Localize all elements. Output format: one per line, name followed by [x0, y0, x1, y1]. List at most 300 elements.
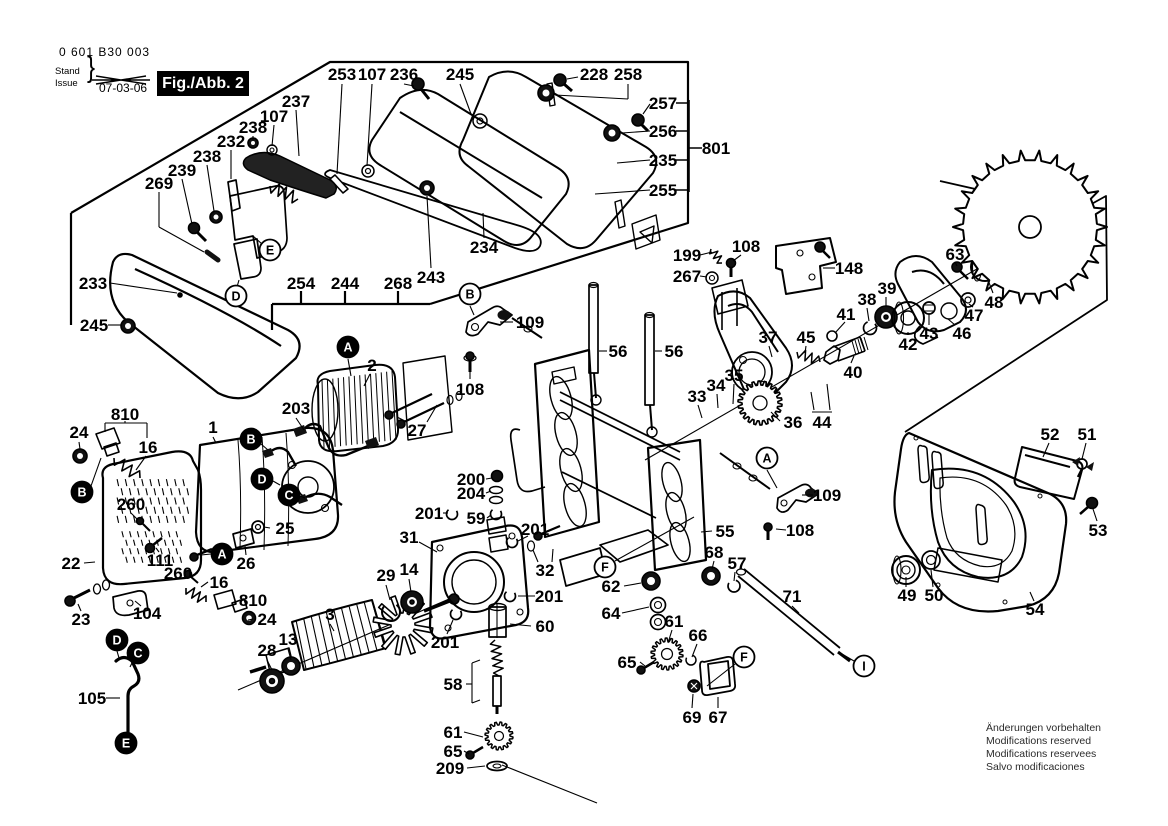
roller-49-core [902, 566, 910, 574]
leader-line [707, 664, 735, 686]
assembly-point-A [757, 448, 778, 469]
frame-slot5 [658, 460, 686, 503]
leader-line [272, 125, 274, 146]
leader-line [296, 110, 299, 156]
part-label-107: 107 [259, 107, 289, 126]
assembly-point-letter: E [121, 736, 131, 751]
notice-line-es: Salvo modificaciones [986, 761, 1085, 773]
leader-line [182, 179, 192, 224]
part-label-57: 57 [727, 554, 747, 573]
washer-267 [706, 272, 718, 284]
part-label-209: 209 [435, 759, 465, 778]
leader-line [79, 442, 80, 449]
assembly-point-D [252, 469, 273, 490]
leader-line [776, 529, 786, 530]
leader-line [273, 481, 280, 485]
roller-49-mid [897, 561, 915, 579]
leader-line [567, 77, 578, 79]
part-label-201: 201 [430, 633, 460, 652]
leader-line [464, 732, 483, 737]
leader-line [117, 651, 119, 658]
screw-108c-head [764, 523, 772, 531]
leader-line [624, 583, 641, 586]
washer-267-hole [710, 276, 715, 281]
stator-windings [322, 371, 396, 448]
assembly-point-letter: C [284, 488, 294, 503]
part-label-228: 228 [579, 65, 609, 84]
screw-23-head [65, 596, 75, 606]
leader-line [419, 542, 437, 552]
figure-badge: Fig./Abb. 2 [157, 71, 249, 96]
bushing-68-hole [707, 572, 715, 580]
assembly-point-C [128, 643, 149, 664]
nut-43 [923, 302, 935, 314]
leader-line [470, 306, 474, 315]
part-number-labels [62, 65, 1108, 778]
part-label-64: 64 [601, 604, 621, 623]
notice-line-de: Änderungen vorbehalten [986, 722, 1102, 734]
part-label-16: 16 [138, 438, 158, 457]
leader-line [692, 644, 697, 657]
part-label-65: 65 [617, 653, 637, 672]
leader-line [447, 620, 453, 634]
assembly-point-letter: B [246, 432, 256, 447]
rod-71-tip [838, 652, 850, 661]
screw-27b-shaft [404, 403, 444, 422]
screw-108a-head [466, 352, 474, 360]
part-label-36: 36 [783, 413, 803, 432]
part-label-105: 105 [77, 689, 107, 708]
assembly-point-letter: I [862, 659, 866, 674]
nut-64a [651, 598, 666, 613]
assembly-point-letter: B [77, 485, 87, 500]
part-label-41: 41 [836, 305, 856, 324]
assembly-point-letter: F [740, 650, 748, 665]
part-label-255: 255 [648, 181, 678, 200]
part-label-235: 235 [648, 151, 678, 170]
clip-66 [686, 655, 696, 665]
part-label-35: 35 [724, 366, 744, 385]
part-label-56: 56 [664, 342, 684, 361]
nut-25-hole [256, 525, 261, 530]
stand-label: Stand [55, 66, 80, 77]
part-label-51: 51 [1077, 425, 1097, 444]
leader-line [555, 95, 628, 99]
assembly-point-letter: A [217, 547, 227, 562]
part-label-201: 201 [414, 504, 444, 523]
spring-16b [186, 588, 206, 602]
part-label-201: 201 [534, 587, 564, 606]
assembly-point-B [241, 429, 262, 450]
gh-bolt2 [509, 533, 515, 539]
revision-date: 07-03-06 [99, 81, 148, 95]
rod-56a-stud [594, 373, 596, 398]
leader-line [867, 308, 869, 321]
leader-line [467, 766, 485, 768]
part-label-61: 61 [664, 612, 684, 631]
part-label-810: 810 [110, 405, 140, 424]
part-label-25: 25 [275, 519, 295, 538]
housing-hole2 [1038, 494, 1042, 498]
part-label-45: 45 [796, 328, 816, 347]
part-label-109: 109 [515, 313, 545, 332]
revision-brace: } [87, 51, 96, 84]
part-label-49: 49 [897, 586, 917, 605]
part-label-201: 201 [520, 520, 550, 539]
part-label-65: 65 [443, 742, 463, 761]
part-label-239: 239 [167, 161, 197, 180]
part-label-60: 60 [535, 617, 555, 636]
part-label-108: 108 [731, 237, 761, 256]
washer-107a-hole [366, 169, 371, 174]
part-label-3: 3 [325, 605, 335, 624]
part-label-24: 24 [257, 610, 277, 629]
guard-pivot-dot [178, 293, 182, 297]
part-label-245: 245 [445, 65, 475, 84]
washer-32 [528, 541, 535, 551]
screw-260a-shaft [142, 523, 150, 531]
leader-line [692, 694, 693, 708]
leader-line [617, 160, 650, 163]
bearing-39-core [884, 315, 888, 319]
part-label-34: 34 [706, 376, 726, 395]
assembly-point-D [226, 286, 247, 307]
part-label-66: 66 [688, 626, 708, 645]
assembly-point-letter: D [257, 472, 267, 487]
plate-67 [700, 657, 735, 695]
clip-57 [728, 580, 740, 592]
part-label-23: 23 [71, 610, 91, 629]
part-label-108: 108 [785, 521, 815, 540]
screw-53-shaft [1080, 507, 1088, 514]
assembly-point-letter: A [343, 340, 353, 355]
part-label-58: 58 [443, 675, 463, 694]
bracket-801 [676, 100, 702, 192]
leader-line [767, 470, 777, 488]
shaft-58-spring [490, 640, 503, 676]
part-label-62: 62 [601, 577, 621, 596]
assembly-point-letter: A [762, 451, 772, 466]
frame-rails [560, 392, 680, 518]
nut-50 [922, 551, 940, 569]
grommet-24a-hole [77, 453, 83, 459]
part-label-71: 71 [782, 587, 802, 606]
leader-line [827, 384, 830, 410]
bracket-109b-hole [781, 500, 787, 506]
frame-55-left-panel [535, 350, 599, 537]
leader-line [698, 405, 702, 418]
part-label-31: 31 [399, 528, 419, 547]
screw-239-shaft [197, 232, 206, 241]
part-label-46: 46 [952, 324, 972, 343]
bearing-13-hole [287, 662, 295, 670]
plate-guard-right-235 [459, 72, 656, 249]
part-label-26: 26 [236, 554, 256, 573]
part-label-267: 267 [672, 267, 702, 286]
leader-line [201, 554, 211, 555]
part-label-22: 22 [61, 554, 81, 573]
clip-201d [451, 609, 462, 620]
part-label-40: 40 [843, 363, 863, 382]
rod-71 [738, 569, 840, 655]
screw-228-shaft [564, 84, 572, 91]
part-label-54: 54 [1025, 600, 1045, 619]
part-label-63: 63 [945, 245, 965, 264]
part-label-269: 269 [144, 174, 174, 193]
part-label-232: 232 [216, 132, 246, 151]
leader-line [486, 478, 492, 479]
part-label-28: 28 [257, 641, 277, 660]
part-label-33: 33 [687, 387, 707, 406]
pivot-barrels [487, 517, 508, 552]
rod-56b [645, 315, 654, 405]
gear-61a [485, 722, 513, 750]
washer-238b-hole [214, 215, 219, 220]
construction-line-bottom [502, 765, 597, 803]
leader-line [483, 213, 484, 238]
bracket-109a-roll [498, 310, 511, 320]
leader-line [337, 84, 342, 174]
gh-bolt3 [517, 609, 523, 615]
leader-line [1082, 443, 1086, 459]
part-label-104: 104 [132, 604, 162, 623]
issue-label: Issue [55, 78, 78, 89]
assembly-point-D [107, 630, 128, 651]
leader-line [386, 585, 390, 600]
leader-line [1043, 443, 1049, 457]
nut-64b-hole [655, 619, 662, 626]
bracket-148 [776, 238, 836, 294]
washer-238a-hole [251, 141, 255, 145]
washer-204b [490, 497, 503, 504]
clip-201c [505, 591, 516, 602]
bearing-14-core [410, 600, 414, 604]
armature-core-3 [292, 600, 386, 670]
part-label-59: 59 [466, 509, 486, 528]
wire-105 [116, 658, 139, 733]
assembly-point-F [734, 647, 755, 668]
nut-243-hole [424, 185, 430, 191]
assembly-point-I [854, 656, 875, 677]
leader-line [734, 572, 735, 581]
part-label-108: 108 [455, 380, 485, 399]
part-label-47: 47 [964, 306, 984, 325]
part-label-236: 236 [389, 65, 419, 84]
leader-line [769, 346, 772, 357]
leader-line [201, 582, 208, 587]
part-label-148: 148 [834, 259, 864, 278]
spring-199 [710, 249, 722, 263]
part-label-16: 16 [209, 573, 229, 592]
part-label-260: 260 [116, 495, 146, 514]
assembly-point-E [116, 733, 137, 754]
leader-line [84, 562, 95, 563]
washer-107a [362, 165, 374, 177]
leader-line [622, 131, 650, 133]
gear-61b [651, 638, 683, 670]
part-label-233: 233 [78, 274, 108, 293]
armature-shaft-right [424, 600, 452, 611]
notice-line-fr: Modifications reservees [986, 748, 1097, 760]
frame-slot2 [551, 410, 582, 458]
frame-slot4 [560, 481, 591, 529]
part-label-200: 200 [456, 470, 486, 489]
gear-36 [738, 381, 782, 425]
washer-23a [94, 584, 101, 594]
gh-bolt1 [437, 545, 443, 551]
screw-65b-shaft [644, 662, 654, 668]
rail-234 [325, 170, 541, 251]
part-label-2: 2 [367, 356, 377, 375]
part-label-27: 27 [407, 421, 427, 440]
leader-line [595, 190, 650, 194]
part-label-238: 238 [238, 118, 268, 137]
leader-line [472, 700, 480, 703]
part-label-56: 56 [608, 342, 628, 361]
arm-237 [243, 152, 336, 198]
washer-258-hole [543, 90, 550, 97]
screw-53-head [1087, 498, 1098, 509]
bearing-28-core [270, 679, 275, 684]
washer-23b [103, 580, 110, 590]
part-label-29: 29 [376, 566, 396, 585]
assembly-point-letter: E [265, 243, 275, 258]
washer-256-hole [609, 130, 616, 137]
assembly-point-B [72, 482, 93, 503]
assembly-point-letter: B [465, 287, 475, 302]
part-label-43: 43 [919, 324, 939, 343]
nut-43-flats [924, 305, 934, 311]
part-label-37: 37 [758, 328, 778, 347]
leader-line [427, 196, 431, 268]
leader-line [409, 579, 411, 592]
frame-top-slot [552, 367, 576, 384]
brush-holder-810a [96, 428, 120, 456]
plate-52 [1015, 447, 1083, 499]
gear-housing-bore2 [452, 560, 496, 604]
part-label-24: 24 [69, 423, 89, 442]
part-label-111: 111 [146, 551, 174, 570]
part-label-238: 238 [192, 147, 222, 166]
part-label-257: 257 [648, 94, 678, 113]
assembly-point-letter: D [231, 289, 241, 304]
assembly-point-letter: F [601, 560, 609, 575]
washer-245b-hole [125, 323, 131, 329]
plate-detail-slots [547, 83, 660, 249]
armature-shaft-left [250, 667, 266, 672]
arm-46-boss [941, 303, 957, 319]
leader-line [811, 392, 814, 410]
part-label-44: 44 [812, 413, 832, 432]
bracket-148-hole1 [797, 250, 803, 256]
part-label-13: 13 [278, 630, 298, 649]
part-label-260: 260 [163, 564, 193, 583]
part-label-199: 199 [672, 246, 702, 265]
assembly-point-A [212, 544, 233, 565]
part-label-52: 52 [1040, 425, 1060, 444]
part-label-55: 55 [715, 522, 735, 541]
assembly-point-A [338, 337, 359, 358]
part-label-107: 107 [357, 65, 387, 84]
frame-slot3 [556, 446, 587, 494]
part-label-53: 53 [1088, 521, 1108, 540]
part-label-245: 245 [79, 316, 109, 335]
assembly-point-C [279, 485, 300, 506]
washer-107b-hole [270, 148, 274, 152]
part-label-256: 256 [648, 122, 678, 141]
bracket-148-hole2 [809, 274, 815, 280]
part-label-268: 268 [383, 274, 413, 293]
leader-line [91, 458, 101, 486]
part-label-109: 109 [812, 486, 842, 505]
part-label-67: 67 [708, 708, 728, 727]
shaft-58-rod [493, 676, 501, 706]
part-label-42: 42 [898, 335, 918, 354]
leader-line [1093, 509, 1097, 521]
wire-B [270, 448, 296, 466]
part-label-234: 234 [469, 238, 499, 257]
assembly-point-letter: D [112, 633, 122, 648]
assembly-point-F [595, 557, 616, 578]
part-label-32: 32 [535, 561, 555, 580]
part-label-810: 810 [238, 591, 268, 610]
screw-23-shaft [74, 590, 90, 598]
part-label-244: 244 [330, 274, 360, 293]
washer-209-hole [493, 764, 501, 768]
part-label-39: 39 [877, 279, 897, 298]
part-label-204: 204 [456, 484, 486, 503]
assembly-point-B [460, 284, 481, 305]
housing-hole3 [1003, 600, 1007, 604]
document-number: 0 601 B30 003 [59, 45, 151, 59]
screw-257-shaft [641, 124, 648, 131]
washer-62-hole [647, 577, 655, 585]
housing-54-channel [931, 469, 1026, 578]
part-label-48: 48 [984, 293, 1004, 312]
square-nut-26 [233, 529, 254, 548]
washer-47-hole [965, 297, 971, 303]
nut-64a-hole [655, 602, 662, 609]
pin-269 [207, 252, 218, 260]
washer-204a [490, 487, 503, 494]
part-label-68: 68 [704, 543, 724, 562]
screw-65a-shaft [473, 747, 483, 753]
motor-housing-1 [196, 428, 338, 552]
rod-56b-stud [650, 405, 652, 430]
part-label-801: 801 [701, 139, 731, 158]
part-label-38: 38 [857, 290, 877, 309]
modifications-notice [986, 722, 1101, 774]
leader-line [851, 356, 854, 363]
nut-50-hole [927, 556, 936, 565]
part-label-203: 203 [281, 399, 311, 418]
part-label-50: 50 [924, 586, 944, 605]
leader-line [717, 394, 718, 408]
leader-line [701, 531, 712, 532]
part-label-253: 253 [327, 65, 357, 84]
housing-54-slots [918, 446, 987, 545]
screw-148-shaft [823, 251, 830, 258]
part-label-61: 61 [443, 723, 463, 742]
screw-27a-shaft [392, 394, 432, 413]
clip-201a [447, 509, 458, 520]
screw-148-head [815, 242, 825, 252]
part-label-14: 14 [399, 560, 419, 579]
part-label-1: 1 [208, 418, 218, 437]
nut-64b [651, 615, 666, 630]
assembly-point-E [260, 240, 281, 261]
square-nut-26-hole [240, 535, 246, 541]
